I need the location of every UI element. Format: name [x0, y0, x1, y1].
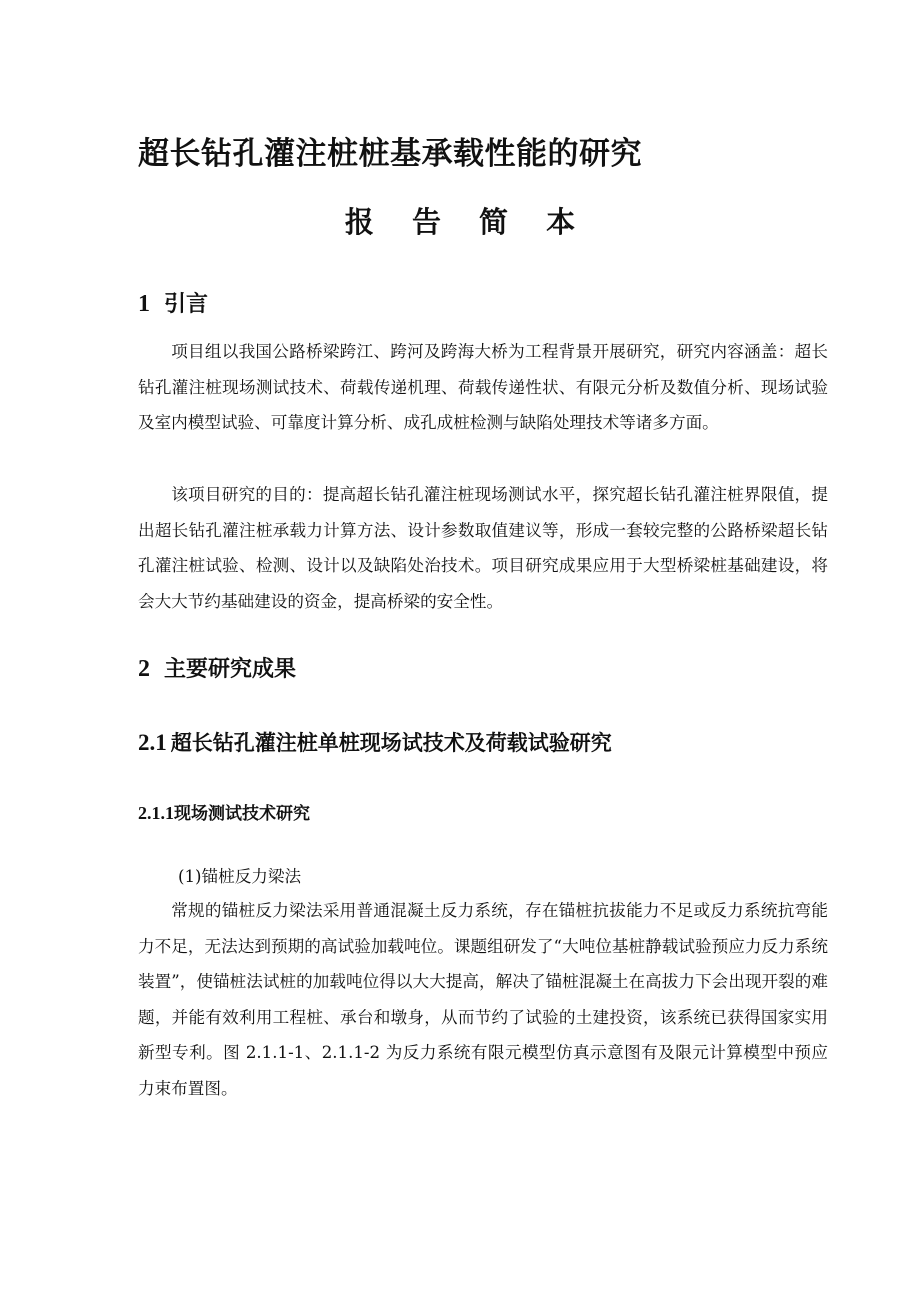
document-title: 超长钻孔灌注桩桩基承载性能的研究: [138, 136, 642, 172]
document-subtitle: 报 告 简 本: [344, 205, 590, 239]
section-2-1-title: 超长钻孔灌注桩单桩现场试技术及荷载试验研究: [170, 731, 612, 755]
intro-paragraph-1: 项目组以我国公路桥梁跨江、跨河及跨海大桥为工程背景开展研究，研究内容涵盖：超长钻孔灌注桩现场测试技术、荷载传递机理、荷载传递性状、有限元分析及数值分析、现场试验及室内模型试验、可靠度计算分析、成孔成桩检测与缺陷处理技术等诸多方面。: [138, 342, 828, 433]
section-2-1-number: 2.1: [138, 730, 167, 755]
section-1-title: 引言: [164, 292, 209, 317]
section-2-title: 主要研究成果: [164, 657, 297, 682]
section-1-heading: [138, 287, 208, 318]
section-2-1-1-number: 2.1.1: [138, 803, 174, 823]
section-2-1-1-heading: [138, 799, 310, 824]
intro-paragraph-2: 该项目研究的目的：提高超长钻孔灌注桩现场测试水平，探究超长钻孔灌注桩界限值，提出超长钻孔灌注桩承载力计算方法、设计参数取值建议等，形成一套较完整的公路桥梁超长钻孔灌注桩试验、检测、设计以及缺陷处治技术。项目研究成果应用于大型桥梁桩基础建设，将会大大节约基础建设的资金，提高桥梁的安全性。: [138, 485, 828, 611]
section-2-1-1-title: 现场测试技术研究: [174, 804, 310, 824]
method-item-label: (1)锚桩反力梁法: [178, 867, 302, 886]
section-1-number: 1: [138, 291, 150, 317]
section-2-1-heading: [138, 727, 612, 757]
section-2-heading: [138, 652, 296, 683]
section-2-number: 2: [138, 656, 150, 682]
method-paragraph: 常规的锚桩反力梁法采用普通混凝土反力系统，存在锚桩抗拔能力不足或反力系统抗弯能力不足，无法达到预期的高试验加载吨位。课题组研发了“大吨位基桩静载试验预应力反力系统装置”，使锚桩法试桩的加载吨位得以大大提高，解决了锚桩混凝土在高拔力下会出现开裂的难题，并能有效利用工程桩、承台和墩身，从而节约了试验的土建投资，该系统已获得国家实用新型专利。图 2.1.1-1、2.1.1-2 为反力系统有限元模型仿真示意图有及限元计算模型中预应力束布置图。: [138, 901, 828, 1098]
